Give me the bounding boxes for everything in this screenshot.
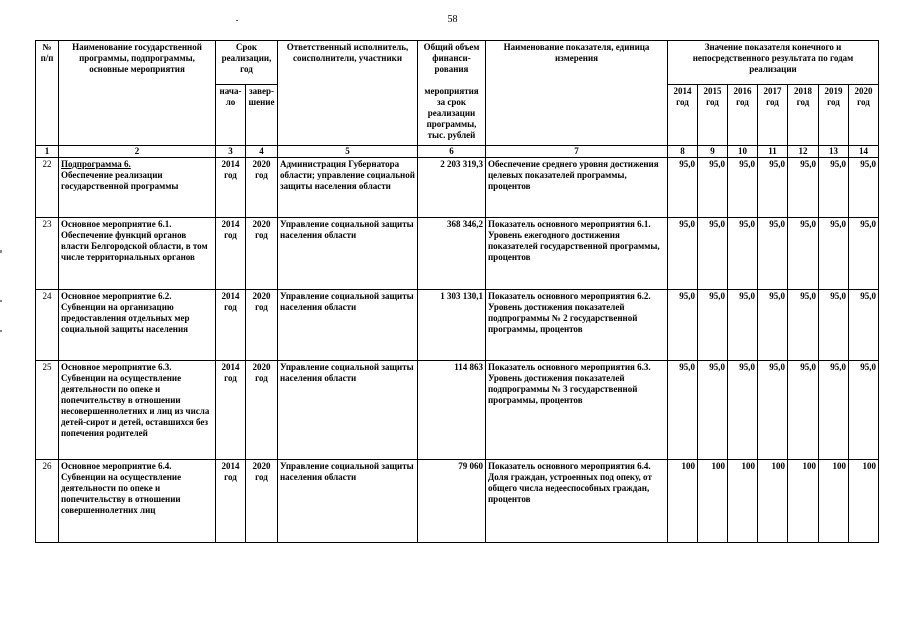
indicator-value: 95,0 [698,361,728,460]
header-year: 2014 год [668,85,698,146]
column-number: 8 [668,146,698,158]
funding-amount: 1 303 130,1 [418,290,486,361]
indicator-value: 95,0 [668,218,698,290]
executor: Администрация Губернатора области; управление социальной защиты населения области [278,158,418,218]
indicator-value: 95,0 [728,361,758,460]
indicator-value: 100 [668,460,698,543]
executor: Управление социальной защиты населения области [278,361,418,460]
header-funding-detail: мероприятия за срок реализации программы, тыс. рублей [418,85,486,146]
header-values-group: Значение показателя конечного и непосредственного результата по годам реализации [668,41,879,85]
indicator-value: 95,0 [788,290,819,361]
funding-amount: 368 346,2 [418,218,486,290]
column-number: 5 [278,146,418,158]
column-number: 6 [418,146,486,158]
indicator-value: 95,0 [698,158,728,218]
header-name: Наименование государственной программы, подпрограммы, основные мероприятия [59,41,216,146]
indicator-value: 95,0 [758,361,788,460]
term-start: 2014 год [216,290,246,361]
header-year: 2017 год [758,85,788,146]
table-row [36,361,879,460]
activity-name: Основное мероприятие 6.2. Субвенции на организацию предоставления отдельных мер социальной защиты населения [59,290,216,361]
executor: Управление социальной защиты населения области [278,218,418,290]
indicator-value: 95,0 [849,361,879,460]
activity-name [59,158,216,218]
subprogram-title: Подпрограмма 6. [61,159,131,169]
column-number: 3 [216,146,246,158]
column-number: 2 [59,146,216,158]
indicator-value: 100 [788,460,819,543]
scan-edge-mark [0,330,2,332]
column-number: 7 [486,146,668,158]
indicator-name: Показатель основного мероприятия 6.2. Уровень достижения показателей подпрограммы № 2 государственной программы, процентов [486,290,668,361]
indicator-value: 95,0 [819,158,849,218]
indicator-value: 95,0 [788,218,819,290]
header-num: № п/п [36,41,59,146]
indicator-value: 100 [728,460,758,543]
row-number: 22 [36,158,59,218]
table-row [36,218,879,290]
indicator-value: 95,0 [819,218,849,290]
header-year: 2016 год [728,85,758,146]
term-end: 2020 год [246,460,278,543]
header-year: 2018 год [788,85,819,146]
header-term-start: нача-ло [216,85,246,146]
indicator-value: 95,0 [849,158,879,218]
column-number: 11 [758,146,788,158]
indicator-value: 95,0 [728,290,758,361]
column-number: 10 [728,146,758,158]
row-number: 23 [36,218,59,290]
executor: Управление социальной защиты населения области [278,460,418,543]
column-number: 13 [819,146,849,158]
indicator-value: 95,0 [819,290,849,361]
activity-title: Обеспечение реализации государственной программы [61,170,179,191]
term-start: 2014 год [216,361,246,460]
indicator-value: 100 [698,460,728,543]
table-row [36,158,879,218]
term-start: 2014 год [216,158,246,218]
term-start: 2014 год [216,218,246,290]
table-row [36,290,879,361]
indicator-name: Обеспечение среднего уровня достижения целевых показателей программы, процентов [486,158,668,218]
indicator-name: Показатель основного мероприятия 6.1. Уровень ежегодного достижения показателей государственной программы, процентов [486,218,668,290]
indicator-value: 95,0 [698,290,728,361]
header-executor: Ответственный исполнитель, соисполнители, участники [278,41,418,146]
row-number: 24 [36,290,59,361]
term-end: 2020 год [246,218,278,290]
indicator-value: 95,0 [668,158,698,218]
term-start: 2014 год [216,460,246,543]
header-year: 2019 год [819,85,849,146]
scan-edge-mark [0,250,2,253]
indicator-value: 95,0 [758,158,788,218]
indicator-name: Показатель основного мероприятия 6.4. Доля граждан, устроенных под опеку, от общего числа недееспособных граждан, процентов [486,460,668,543]
row-number: 25 [36,361,59,460]
activity-name: Основное мероприятие 6.1. Обеспечение функций органов власти Белгородской области, в том числе территориальных органов [59,218,216,290]
column-number: 12 [788,146,819,158]
indicator-value: 95,0 [758,290,788,361]
header-term-end: завер-шение [246,85,278,146]
header-funding: Общий объем финанси-рования [418,41,486,85]
indicator-value: 95,0 [788,158,819,218]
scan-speck [236,20,238,21]
column-number: 1 [36,146,59,158]
column-number: 4 [246,146,278,158]
indicator-value: 95,0 [668,290,698,361]
header-year: 2020 год [849,85,879,146]
indicator-name: Показатель основного мероприятия 6.3. Уровень достижения показателей подпрограммы № 3 государственной программы, процентов [486,361,668,460]
indicator-value: 95,0 [668,361,698,460]
funding-amount: 114 863 [418,361,486,460]
header-term: Срок реализации, год [216,41,278,85]
activity-name: Основное мероприятие 6.3. Субвенции на осуществление деятельности по опеке и попечительству в отношении несовершеннолетних и лиц из числа детей-сирот и детей, оставшихся без попечения родителей [59,361,216,460]
header-year: 2015 год [698,85,728,146]
indicator-value: 95,0 [849,218,879,290]
indicator-value: 100 [758,460,788,543]
scan-edge-mark [0,300,2,302]
funding-amount: 79 060 [418,460,486,543]
column-number: 9 [698,146,728,158]
term-end: 2020 год [246,290,278,361]
executor: Управление социальной защиты населения области [278,290,418,361]
indicator-value: 95,0 [758,218,788,290]
indicator-value: 100 [849,460,879,543]
program-table [35,40,879,543]
funding-amount: 2 203 319,3 [418,158,486,218]
page-number: 58 [447,14,458,25]
activity-name: Основное мероприятие 6.4. Субвенции на осуществление деятельности по опеке и попечительству в отношении совершеннолетних лиц [59,460,216,543]
term-end: 2020 год [246,158,278,218]
term-end: 2020 год [246,361,278,460]
table-row [36,460,879,543]
indicator-value: 95,0 [819,361,849,460]
indicator-value: 95,0 [849,290,879,361]
header-indicator: Наименование показателя, единица измерения [486,41,668,146]
column-number: 14 [849,146,879,158]
indicator-value: 95,0 [698,218,728,290]
indicator-value: 95,0 [788,361,819,460]
indicator-value: 95,0 [728,218,758,290]
row-number: 26 [36,460,59,543]
indicator-value: 95,0 [728,158,758,218]
indicator-value: 100 [819,460,849,543]
